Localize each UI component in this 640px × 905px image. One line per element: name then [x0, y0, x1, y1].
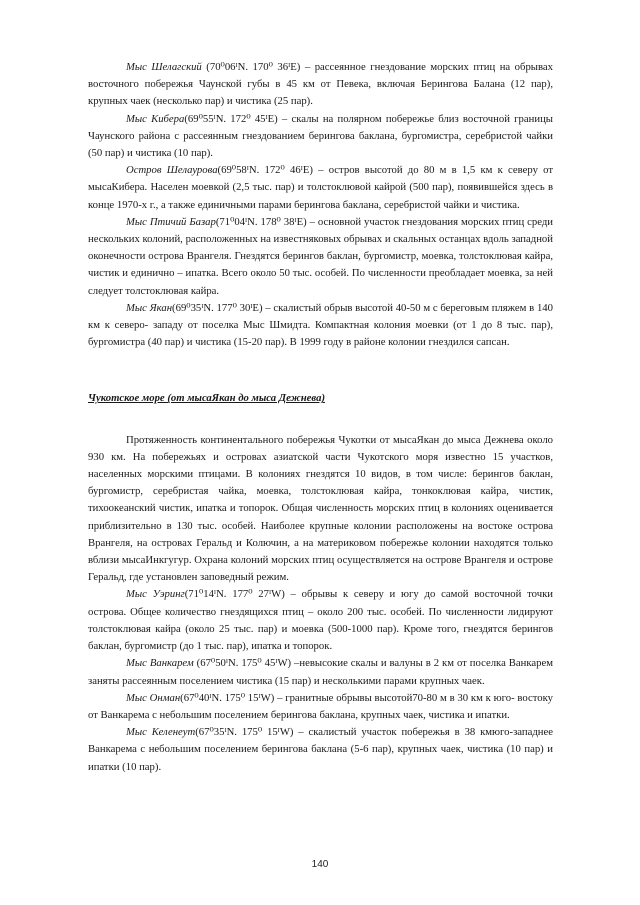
- site-name: Мыс Онман: [126, 691, 181, 704]
- entry-text: (69⁰55ᴵN. 172⁰ 45ᴵE) – скалы на полярном побережье близ восточной границы Чаунского района с рассеянным гнездованием берингова баклана, бургомистра, серебристой чайки (50 пар) и чистика (10 пар).: [88, 112, 553, 160]
- site-name: Мыс Шелагский: [126, 61, 202, 73]
- entry-cape-uering: [88, 586, 553, 655]
- entry-text: (69⁰58ᴵN. 172⁰ 46ᴵE) – остров высотой до 80 м в 1,5 км к северу от мысаКибера. Населен моевкой (2,5 тыс. пар) и толстоклювой кайрой (500 пар), появившейся здесь в конце 1970-х г., а также единичными парами берингова баклана, серебристой чайки и чистика.: [88, 164, 553, 211]
- entry-cape-yakan: [88, 300, 553, 352]
- site-name: Мыс Келенеут: [126, 726, 196, 739]
- site-name: Остров Шелаурова: [126, 164, 218, 177]
- entry-cape-keleneut: [88, 724, 553, 776]
- entry-text: (71⁰04ᴵN. 178⁰ 38ᴵE) – основной участок гнездования морских птиц среди нескольких колоний, расположенных на известняковых обрывах и скальных останцах вдоль западной оконечности острова Врангеля. Гнездятся берингов баклан, бургомистр, моевка, толстоклювая кайра, чистик и единично – ипатка. Всего около 50 тыс. особей. По численности преобладает моевка, за ней следует толстоклювая кайра.: [88, 215, 553, 297]
- entry-text: (67⁰35ᴵN. 175⁰ 15ᴵW) – скалистый участок побережья в 38 кмюго-западнее Ванкарема с небольшим поселением берингова баклана (5-6 пар), крупных чаек, чистика (10 пар) и ипатки (10 пар).: [88, 726, 553, 773]
- entry-cape-shelagsky: [88, 59, 553, 111]
- intro-paragraph: Протяженность континентального побережья Чукотки от мысаЯкан до мыса Дежнева около 930 км. На побережьях и островах азиатской части Чукотского моря известно 15 участков, населенных морскими птицами. В колониях гнездятся 10 видов, в том числе: берингов баклан, бургомистр, серебристая чайка, моевка, толстоклювая кайра, тонкоклювая кайра, чистик, тихоокеанский чистик, ипатка и топорок. Общая численность морских птиц в колониях оценивается приблизительно в 130 тыс. особей. Наиболее крупные колонии расположены на востоке острова Врангеля, на островах Геральд и Колючин, а на материковом побережье колонии находятся только вблизи мысаИнкгугур. Охрана колоний морских птиц осуществляется на острове Врангеля и острове Геральд, где установлен заповедный режим.: [88, 433, 553, 584]
- section-title: Чукотское море (от мысаЯкан до мыса Дежнева): [88, 392, 326, 405]
- page-number: 140: [311, 859, 329, 870]
- entry-text: (67⁰50ᴵN. 175⁰ 45ᴵW) –невысокие скалы и валуны в 2 км от поселка Ванкарем заняты рассеянным поселением чистика (15 пар) и несколькими парами крупных чаек.: [88, 657, 553, 687]
- site-name: Мыс Кибера: [126, 112, 185, 125]
- page-content: [88, 59, 553, 776]
- entry-cape-ptichy-bazar: [88, 214, 553, 300]
- entry-text: (69⁰35ᴵN. 177⁰ 30ᴵE) – скалистый обрыв высотой 40-50 м с береговым пляжем в 140 км к северо- западу от поселка Мыс Шмидта. Компактная колония моевки (от 1 до 8 тыс. пар), бургомистра (40 пар) и чистика (15-20 пар). В 1999 году в районе колонии гнездился сапсан.: [88, 301, 553, 349]
- site-name: Мыс Якан: [126, 301, 173, 314]
- entry-shelaurova-island: [88, 162, 553, 214]
- site-name: Мыс Птичий Базар: [126, 215, 216, 228]
- entry-cape-vankarem: [88, 655, 553, 689]
- site-name: Мыс Ванкарем: [126, 657, 194, 670]
- entry-text: (71⁰14ᴵN. 177⁰ 27ᴵW) – обрывы к северу и югу до самой восточной точки острова. Общее количество гнездящихся птиц – около 200 тыс. особей. По численности лидируют толстоклювая кайра (около 25 тыс. пар) и моевка (500-1000 пар). Кроме того, гнездятся берингов баклан, бургомистр (до 1 тыс. пар), ипатка и топорок.: [88, 588, 554, 653]
- entry-text: (70⁰06ᴵN. 170⁰ 36ᴵE) – рассеянное гнездование морских птиц на обрывах восточного побережья Чаунской губы в 45 км от Певека, включая Берингова Балана (12 пар), крупных чаек (несколько пар) и чистика (25 пар).: [88, 61, 553, 108]
- entry-text: (67⁰40ᴵN. 175⁰ 15ᴵW) – гранитные обрывы высотой70-80 м в 30 км к юго- востоку от Ванкарема с небольшим поселением берингова баклана, крупных чаек, чистика и ипатки.: [88, 691, 554, 721]
- entry-cape-onman: [88, 690, 553, 724]
- entry-cape-kibera: [88, 111, 553, 163]
- site-name: Мыс Уэринг: [126, 588, 185, 601]
